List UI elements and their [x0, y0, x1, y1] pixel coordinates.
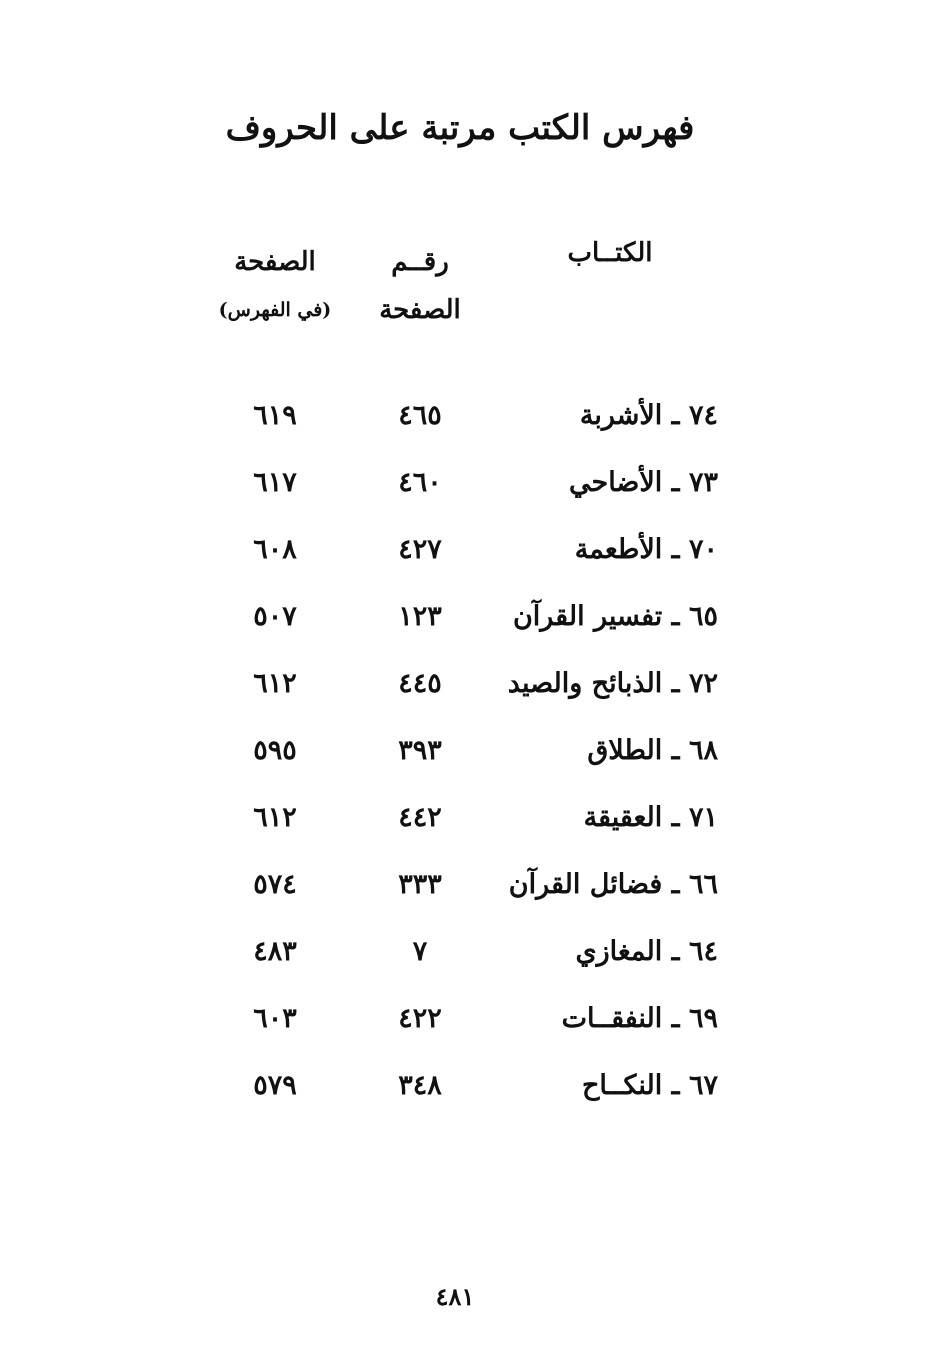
column-header-page-number-line1: رقــم [391, 247, 449, 277]
index-page-number: ٥٧٩ [253, 1070, 297, 1101]
index-page-number: ٦١٢ [253, 668, 297, 699]
index-table [0, 390, 950, 1127]
page-number-footer: ٤٨١ [435, 1282, 475, 1311]
page-number: ٣٩٣ [398, 735, 442, 766]
book-title: ٦٦ ـ فضائل القرآن [508, 869, 718, 900]
book-title: ٦٤ ـ المغازي [575, 936, 718, 967]
table-row [0, 524, 950, 591]
page-number: ٣٣٣ [398, 869, 442, 900]
table-row [0, 457, 950, 524]
column-header-page-number [360, 238, 480, 334]
page-number: ٧ [412, 936, 428, 967]
table-row [0, 993, 950, 1060]
column-header-book: الكتــاب [567, 238, 653, 268]
page-number: ٤٢٧ [398, 534, 442, 565]
book-title: ٧٣ ـ الأضاحي [569, 467, 718, 498]
index-page-number: ٦٠٣ [253, 1003, 297, 1034]
table-row [0, 926, 950, 993]
book-title: ٧٢ ـ الذبائح والصيد [507, 668, 718, 699]
page-number: ٤٢٢ [398, 1003, 442, 1034]
index-page-number: ٤٨٣ [253, 936, 297, 967]
page-number: ٤٦٥ [398, 400, 442, 431]
book-title: ٧١ ـ العقيقة [583, 802, 718, 833]
column-header-index-page-line2: (في الفهرس) [218, 299, 332, 321]
index-page-number: ٦١٢ [253, 802, 297, 833]
table-row [0, 1060, 950, 1127]
page-number: ٤٦٠ [398, 467, 442, 498]
index-page-number: ٥٠٧ [253, 601, 297, 632]
book-title: ٦٥ ـ تفسير القرآن [512, 601, 718, 632]
table-row [0, 390, 950, 457]
page-number: ١٢٣ [398, 601, 442, 632]
book-title: ٦٩ ـ النفقــات [561, 1003, 718, 1034]
index-page-number: ٥٩٥ [253, 735, 297, 766]
table-row [0, 792, 950, 859]
index-page-number: ٥٧٤ [253, 869, 297, 900]
book-title: ٧٠ ـ الأطعمة [574, 534, 718, 565]
page-number: ٤٤٥ [398, 668, 442, 699]
column-header-index-page-line1: الصفحة [234, 247, 316, 277]
table-row [0, 658, 950, 725]
page-number: ٣٤٨ [398, 1070, 442, 1101]
table-row [0, 859, 950, 926]
table-row [0, 591, 950, 658]
book-title: ٦٧ ـ النكــاح [582, 1070, 718, 1101]
page-title: فهرس الكتب مرتبة على الحروف [225, 108, 695, 148]
column-header-index-page [200, 238, 350, 334]
book-title: ٦٨ ـ الطلاق [587, 735, 718, 766]
index-page-number: ٦١٩ [253, 400, 297, 431]
table-row [0, 725, 950, 792]
column-header-page-number-line2: الصفحة [379, 295, 461, 325]
page-number: ٤٤٢ [398, 802, 442, 833]
index-page-number: ٦٠٨ [253, 534, 297, 565]
index-page-number: ٦١٧ [253, 467, 297, 498]
book-title: ٧٤ ـ الأشربة [579, 400, 718, 431]
